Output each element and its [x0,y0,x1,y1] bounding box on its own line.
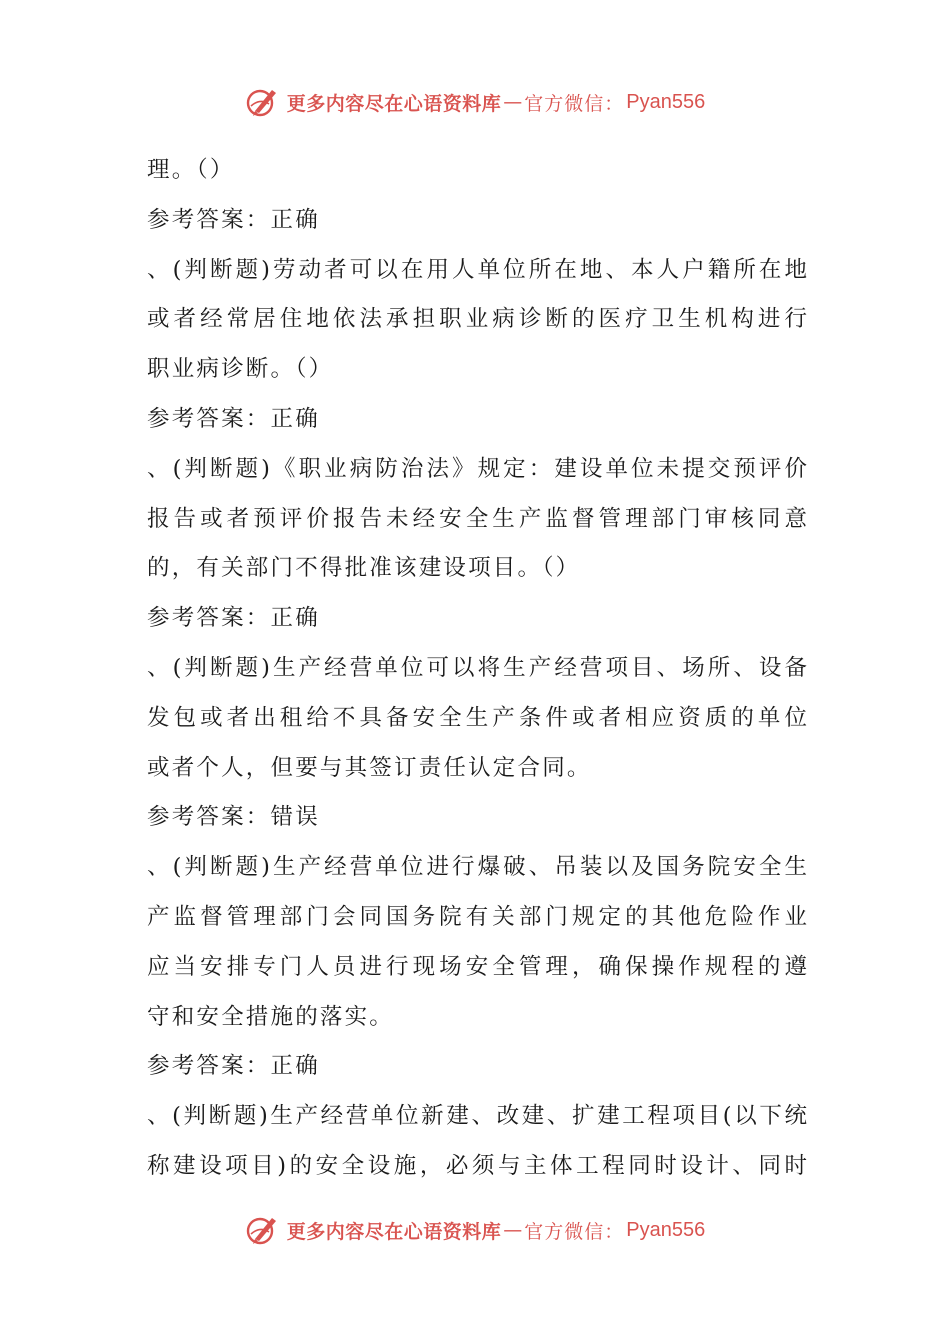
text-line: 、(判断题)《职业病防治法》规定：建设单位未提交预评价 [147,455,807,482]
text-line: 产监督管理部门会同国务院有关部门规定的其他危险作业 [147,903,807,930]
watermark-wechat-id: Pyan556 [626,90,706,113]
text-line: 报告或者预评价报告未经安全生产监督管理部门审核同意 [147,505,807,532]
text-line: 称建设项目)的安全设施，必须与主体工程同时设计、同时 [147,1152,807,1179]
pen-logo-icon [245,1212,281,1248]
text-line: 或者经常居住地依法承担职业病诊断的医疗卫生机构进行 [147,306,807,333]
header-watermark [0,80,950,124]
text-line: 、(判断题)劳动者可以在用人单位所在地、本人户籍所在地 [147,256,807,283]
text-line: 的，有关部门不得批准该建设项目。（） [147,555,581,582]
watermark-official-label: 官方微信： [524,92,625,115]
text-line: 职业病诊断。（） [147,356,334,383]
footer-watermark [0,1208,950,1252]
text-line: 守和安全措施的落实。 [147,1003,395,1030]
text-line: 、(判断题)生产经营单位新建、改建、扩建工程项目(以下统 [147,1103,807,1130]
watermark-slogan: 更多内容尽在心语资料库 [286,92,502,115]
watermark-official-label: 官方微信： [524,1220,625,1243]
document-body [147,146,807,1192]
text-line: 参考答案：正确 [147,605,320,632]
watermark-slogan: 更多内容尽在心语资料库 [286,1220,502,1243]
text-line: 理。（） [147,157,235,183]
watermark-wechat-id: Pyan556 [626,1218,706,1241]
text-line: 应当安排专门人员进行现场安全管理，确保操作规程的遵 [147,953,807,980]
text-line: 或者个人，但要与其签订责任认定合同。 [147,754,592,781]
text-line: 、(判断题)生产经营单位进行爆破、吊装以及国务院安全生 [147,854,807,881]
watermark-dash: — [503,91,523,113]
text-line: 参考答案：正确 [147,1053,320,1080]
text-line: 发包或者出租给不具备安全生产条件或者相应资质的单位 [147,704,807,731]
pen-logo-icon [245,84,281,120]
text-line: 参考答案：正确 [147,405,320,432]
watermark-dash: — [503,1219,523,1241]
text-line: 参考答案：正确 [147,206,320,233]
text-line: 参考答案：错误 [147,804,320,831]
text-line: 、(判断题)生产经营单位可以将生产经营项目、场所、设备 [147,654,807,681]
